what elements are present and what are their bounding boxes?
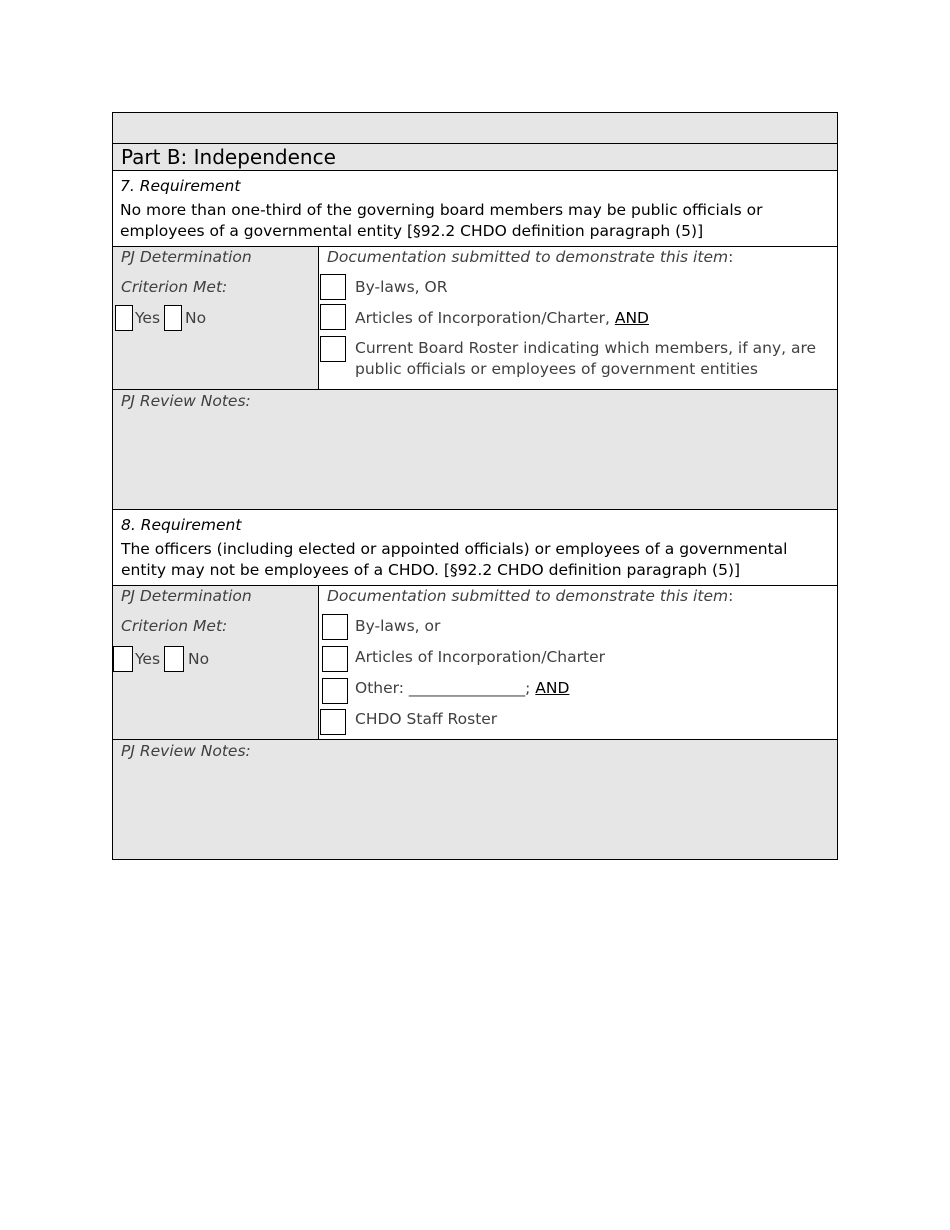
requirement-8-determination xyxy=(113,586,319,739)
documentation-label xyxy=(327,247,733,267)
pj-determination-label: PJ Determination xyxy=(121,587,252,605)
requirement-8-text: The officers (including elected or appointed officials) or employees of a governmental entity may not be employees of a CHDO. [§92.2 CHDO definition paragraph (5)] xyxy=(121,540,788,579)
criterion-met-label: Criterion Met: xyxy=(121,617,228,635)
blank-header-row xyxy=(113,113,837,143)
documentation-colon: : xyxy=(728,248,734,266)
requirement-7-text: No more than one-third of the governing board members may be public officials or employees of a governmental entity [§92.2 CHDO definition paragraph (5)] xyxy=(120,201,763,240)
articles-label-text: Articles of Incorporation/Charter, xyxy=(355,309,615,327)
requirement-7-determination-row xyxy=(113,246,837,389)
bylaws-checkbox[interactable] xyxy=(320,274,346,300)
requirement-7-notes[interactable] xyxy=(113,389,837,509)
documentation-label-text: Documentation submitted to demonstrate this item xyxy=(327,587,729,605)
other-checkbox[interactable] xyxy=(322,678,348,704)
other-label-text: Other: _______________; xyxy=(355,679,536,697)
articles-checkbox[interactable] xyxy=(322,646,348,672)
no-label: No xyxy=(188,650,210,668)
pj-determination-label: PJ Determination xyxy=(121,248,252,266)
yes-label: Yes xyxy=(135,650,161,668)
staff-roster-checkbox[interactable] xyxy=(320,709,346,735)
staff-roster-label: CHDO Staff Roster xyxy=(355,710,498,728)
requirement-8-documentation xyxy=(319,586,837,739)
requirement-8 xyxy=(113,509,837,585)
pj-review-notes-label: PJ Review Notes: xyxy=(121,392,251,410)
board-roster-checkbox[interactable] xyxy=(320,336,346,362)
requirement-7 xyxy=(113,170,837,246)
no-checkbox[interactable] xyxy=(164,646,184,672)
pj-review-notes-label: PJ Review Notes: xyxy=(121,742,251,760)
yes-no-group xyxy=(115,305,206,331)
articles-label xyxy=(355,308,649,329)
requirement-7-title: 7. Requirement xyxy=(120,177,241,195)
yes-checkbox[interactable] xyxy=(115,305,133,331)
requirement-8-determination-row xyxy=(113,585,837,739)
independence-form xyxy=(112,112,838,860)
bylaws-checkbox[interactable] xyxy=(322,614,348,640)
other-label xyxy=(355,678,569,699)
board-roster-label: Current Board Roster indicating which members, if any, are public officials or employees of government entities xyxy=(355,339,817,378)
articles-checkbox[interactable] xyxy=(320,304,346,330)
yes-label: Yes xyxy=(135,309,161,327)
requirement-8-title: 8. Requirement xyxy=(121,516,242,534)
requirement-7-determination xyxy=(113,247,319,389)
no-label: No xyxy=(185,309,207,327)
yes-no-group xyxy=(113,646,209,672)
articles-and-conjunction: AND xyxy=(614,309,649,327)
other-and-conjunction: AND xyxy=(535,679,570,697)
articles-label: Articles of Incorporation/Charter xyxy=(355,648,605,666)
bylaws-label: By-laws, OR xyxy=(355,278,448,296)
yes-checkbox[interactable] xyxy=(113,646,133,672)
documentation-label-text: Documentation submitted to demonstrate this item xyxy=(327,248,729,266)
bylaws-label: By-laws, or xyxy=(355,617,441,635)
no-checkbox[interactable] xyxy=(164,305,182,331)
documentation-label xyxy=(327,586,733,606)
requirement-8-notes[interactable] xyxy=(113,739,837,859)
part-title: Part B: Independence xyxy=(113,143,837,170)
documentation-colon: : xyxy=(728,587,734,605)
requirement-7-documentation xyxy=(319,247,837,389)
criterion-met-label: Criterion Met: xyxy=(121,278,228,296)
